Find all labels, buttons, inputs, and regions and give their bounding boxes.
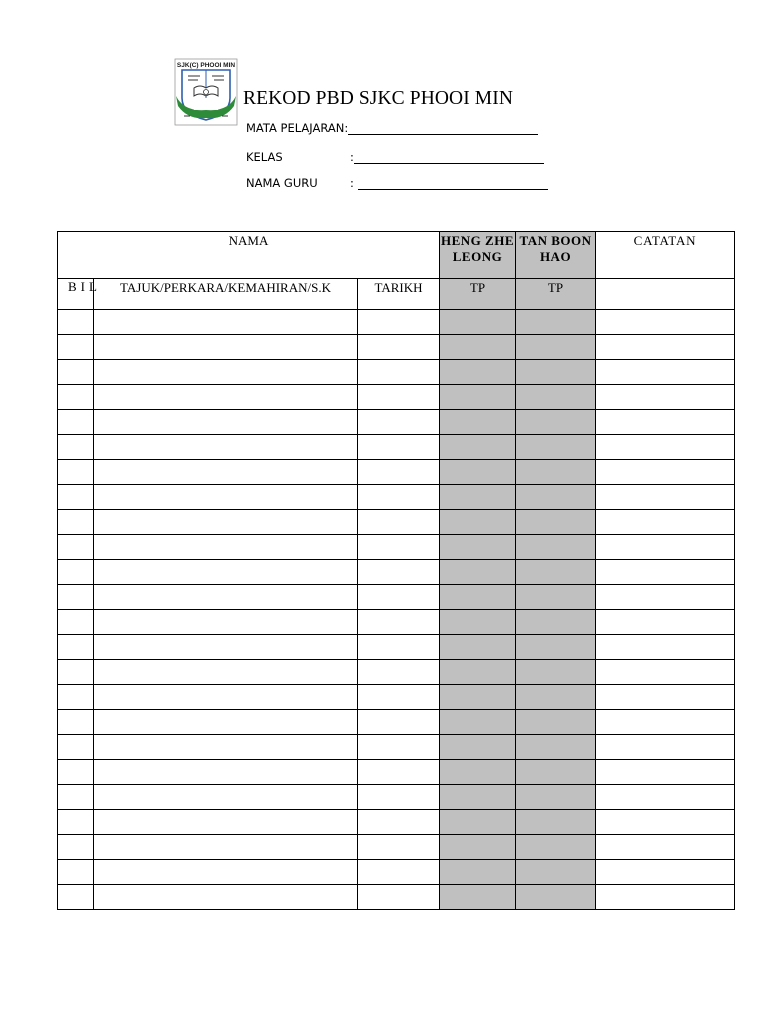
tarikh-cell[interactable] [358,710,440,735]
table-row [58,385,735,410]
tp-cell-1[interactable] [440,485,516,510]
tajuk-cell[interactable] [94,560,358,585]
tp-cell-2[interactable] [516,685,596,710]
tajuk-cell[interactable] [94,635,358,660]
catatan-cell[interactable] [596,585,735,610]
tarikh-cell[interactable] [358,685,440,710]
tp-cell-2[interactable] [516,860,596,885]
catatan-cell[interactable] [596,835,735,860]
table-row [58,885,735,910]
tarikh-cell[interactable] [358,535,440,560]
table-row [58,785,735,810]
catatan-cell[interactable] [596,435,735,460]
catatan-cell[interactable] [596,535,735,560]
catatan-cell[interactable] [596,410,735,435]
table-row [58,760,735,785]
tp-cell-2[interactable] [516,885,596,910]
table-row [58,360,735,385]
student-name-2: TAN BOON HAO [516,232,596,279]
catatan-cell[interactable] [596,310,735,335]
tajuk-cell[interactable] [94,610,358,635]
tajuk-cell[interactable] [94,735,358,760]
tp-cell-1[interactable] [440,335,516,360]
catatan-cell[interactable] [596,460,735,485]
bil-cell[interactable] [58,360,94,385]
tarikh-cell[interactable] [358,410,440,435]
student-name-1: HENG ZHE LEONG [440,232,516,279]
bil-cell[interactable] [58,585,94,610]
tp-cell-2[interactable] [516,310,596,335]
bil-cell[interactable] [58,810,94,835]
tarikh-cell[interactable] [358,385,440,410]
field-separator: : [350,176,358,190]
bil-cell[interactable] [58,835,94,860]
tp-cell-1[interactable] [440,385,516,410]
tp-cell-2[interactable] [516,510,596,535]
tarikh-cell[interactable] [358,885,440,910]
tp-cell-1[interactable] [440,660,516,685]
header-row-columns [58,279,735,310]
tp-cell-1[interactable] [440,810,516,835]
tp-cell-1[interactable] [440,860,516,885]
tp-cell-2[interactable] [516,635,596,660]
table-row [58,735,735,760]
page-title: REKOD PBD SJKC PHOOI MIN [243,88,514,109]
table-row [58,635,735,660]
tajuk-cell[interactable] [94,810,358,835]
table-row [58,335,735,360]
tp-cell-1[interactable] [440,760,516,785]
tp-header-1: TP [440,279,516,310]
bil-cell[interactable] [58,735,94,760]
tp-cell-1[interactable] [440,510,516,535]
tajuk-cell[interactable] [94,535,358,560]
tajuk-cell[interactable] [94,585,358,610]
bil-cell[interactable] [58,860,94,885]
tajuk-cell[interactable] [94,460,358,485]
tp-cell-2[interactable] [516,560,596,585]
tajuk-cell[interactable] [94,860,358,885]
tp-cell-2[interactable] [516,785,596,810]
tp-cell-1[interactable] [440,560,516,585]
header-row-nama [58,232,735,279]
bil-header: BIL [58,279,94,310]
table-row [58,685,735,710]
tp-cell-1[interactable] [440,460,516,485]
table-row [58,710,735,735]
catatan-cell[interactable] [596,485,735,510]
tp-cell-1[interactable] [440,435,516,460]
catatan-cell[interactable] [596,635,735,660]
tarikh-cell[interactable] [358,860,440,885]
catatan-cell[interactable] [596,785,735,810]
bil-cell[interactable] [58,710,94,735]
tp-cell-1[interactable] [440,685,516,710]
tp-cell-2[interactable] [516,485,596,510]
catatan-cell[interactable] [596,360,735,385]
table-row [58,585,735,610]
nama-header: NAMA [58,232,440,279]
field-nama-guru [246,176,548,190]
table-row [58,310,735,335]
tarikh-cell[interactable] [358,485,440,510]
tp-cell-2[interactable] [516,760,596,785]
catatan-cell[interactable] [596,685,735,710]
tp-cell-1[interactable] [440,610,516,635]
bil-cell[interactable] [58,310,94,335]
tp-cell-2[interactable] [516,660,596,685]
tarikh-header: TARIKH [358,279,440,310]
field-label: NAMA GURU [246,176,318,190]
tarikh-cell[interactable] [358,460,440,485]
tp-cell-2[interactable] [516,585,596,610]
catatan-cell[interactable] [596,760,735,785]
record-table [57,231,735,910]
table-row [58,560,735,585]
tp-cell-1[interactable] [440,785,516,810]
table-row [58,860,735,885]
catatan-cell[interactable] [596,335,735,360]
tajuk-cell[interactable] [94,685,358,710]
bil-cell[interactable] [58,535,94,560]
tp-cell-1[interactable] [440,360,516,385]
tajuk-cell[interactable] [94,385,358,410]
tajuk-cell[interactable] [94,760,358,785]
tajuk-cell[interactable] [94,360,358,385]
catatan-cell[interactable] [596,660,735,685]
table-row [58,410,735,435]
table-row [58,660,735,685]
catatan-subheader [596,279,735,310]
catatan-cell[interactable] [596,860,735,885]
tp-cell-2[interactable] [516,535,596,560]
table-row [58,610,735,635]
catatan-cell[interactable] [596,510,735,535]
tajuk-cell[interactable] [94,310,358,335]
tajuk-cell[interactable] [94,510,358,535]
table-row [58,485,735,510]
tp-cell-1[interactable] [440,585,516,610]
tp-cell-1[interactable] [440,635,516,660]
tp-cell-2[interactable] [516,460,596,485]
tarikh-cell[interactable] [358,810,440,835]
tajuk-cell[interactable] [94,885,358,910]
bil-cell[interactable] [58,635,94,660]
bil-cell[interactable] [58,410,94,435]
bil-cell[interactable] [58,760,94,785]
table-row [58,510,735,535]
tarikh-cell[interactable] [358,785,440,810]
catatan-cell[interactable] [596,385,735,410]
field-kelas [246,150,544,164]
table-row [58,810,735,835]
field-mata-pelajaran [246,121,538,135]
bil-cell[interactable] [58,335,94,360]
tp-cell-1[interactable] [440,710,516,735]
tarikh-cell[interactable] [358,835,440,860]
tarikh-cell[interactable] [358,610,440,635]
bil-cell[interactable] [58,610,94,635]
tarikh-cell[interactable] [358,760,440,785]
tp-cell-1[interactable] [440,735,516,760]
tp-cell-1[interactable] [440,535,516,560]
catatan-cell[interactable] [596,735,735,760]
catatan-cell[interactable] [596,610,735,635]
tajuk-cell[interactable] [94,660,358,685]
tajuk-header: TAJUK/PERKARA/KEMAHIRAN/S.K [94,279,358,310]
bil-cell[interactable] [58,435,94,460]
catatan-cell[interactable] [596,560,735,585]
table-row [58,435,735,460]
tp-cell-1[interactable] [440,885,516,910]
field-label: MATA PELAJARAN: [246,121,349,135]
table-row [58,535,735,560]
tarikh-cell[interactable] [358,360,440,385]
tp-header-2: TP [516,279,596,310]
field-separator: : [350,150,354,164]
logo-text: SJK(C) PHOOI MIN [176,62,236,69]
bil-cell[interactable] [58,485,94,510]
blank-line[interactable] [358,176,548,190]
bil-cell[interactable] [58,685,94,710]
tp-cell-2[interactable] [516,385,596,410]
tarikh-cell[interactable] [358,660,440,685]
tp-cell-2[interactable] [516,810,596,835]
tp-cell-1[interactable] [440,835,516,860]
tajuk-cell[interactable] [94,710,358,735]
tp-cell-2[interactable] [516,735,596,760]
tajuk-cell[interactable] [94,835,358,860]
field-label: KELAS [246,150,283,164]
blank-line[interactable] [354,150,544,164]
tp-cell-2[interactable] [516,710,596,735]
bil-cell[interactable] [58,510,94,535]
catatan-cell[interactable] [596,885,735,910]
tarikh-cell[interactable] [358,310,440,335]
tarikh-cell[interactable] [358,635,440,660]
tp-cell-1[interactable] [440,310,516,335]
bil-cell[interactable] [58,885,94,910]
catatan-header: CATATAN [596,232,735,279]
catatan-cell[interactable] [596,710,735,735]
bil-cell[interactable] [58,660,94,685]
tp-cell-2[interactable] [516,835,596,860]
school-crest-logo [174,58,238,126]
blank-line[interactable] [348,121,538,135]
bil-cell[interactable] [58,560,94,585]
bil-cell[interactable] [58,385,94,410]
tarikh-cell[interactable] [358,435,440,460]
tp-cell-2[interactable] [516,435,596,460]
tajuk-cell[interactable] [94,485,358,510]
tp-cell-2[interactable] [516,410,596,435]
tp-cell-2[interactable] [516,610,596,635]
bil-cell[interactable] [58,460,94,485]
tp-cell-1[interactable] [440,410,516,435]
tarikh-cell[interactable] [358,735,440,760]
tarikh-cell[interactable] [358,335,440,360]
tajuk-cell[interactable] [94,335,358,360]
tarikh-cell[interactable] [358,510,440,535]
tajuk-cell[interactable] [94,410,358,435]
tarikh-cell[interactable] [358,585,440,610]
table-row [58,835,735,860]
bil-cell[interactable] [58,785,94,810]
tp-cell-2[interactable] [516,335,596,360]
tarikh-cell[interactable] [358,560,440,585]
tp-cell-2[interactable] [516,360,596,385]
catatan-cell[interactable] [596,810,735,835]
tajuk-cell[interactable] [94,785,358,810]
table-row [58,460,735,485]
tajuk-cell[interactable] [94,435,358,460]
